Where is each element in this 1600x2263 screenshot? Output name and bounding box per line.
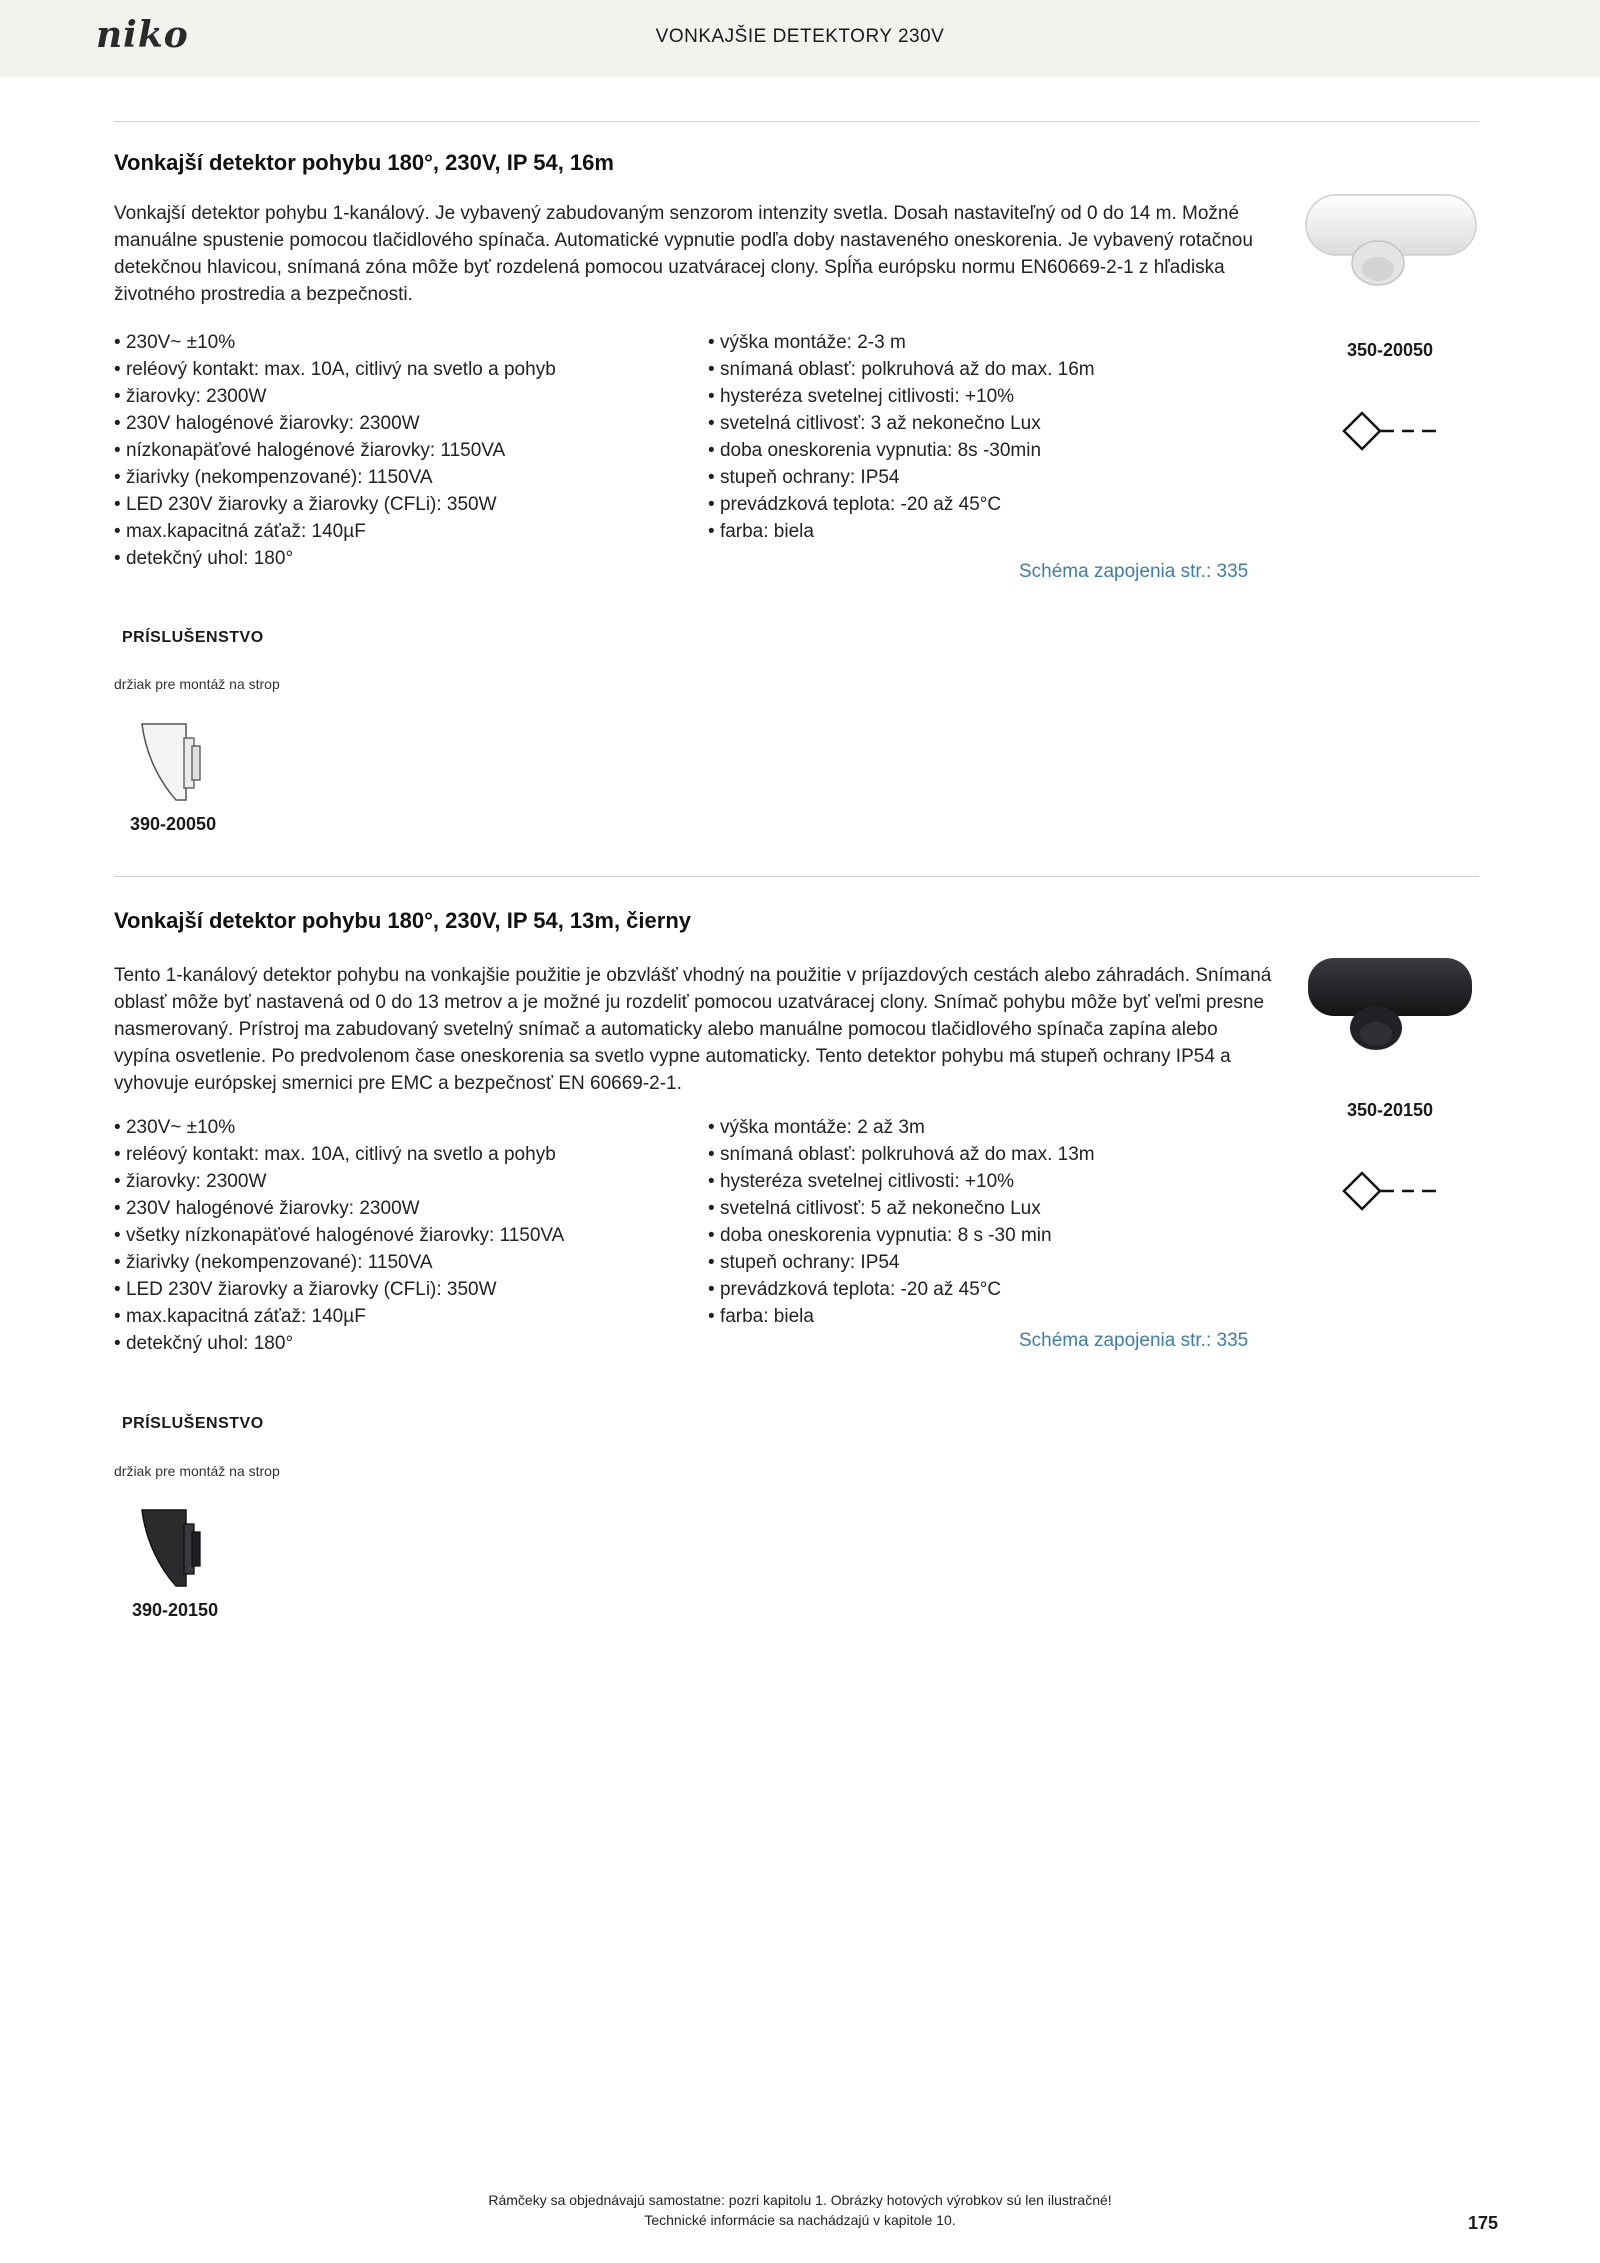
product-code: 350-20150 (1346, 1100, 1434, 1120)
spec-list-right (708, 329, 1095, 545)
list-item: • max.kapacitná záťaž: 140µF (114, 1303, 564, 1330)
header-title: VONKAJŠIE DETEKTORY 230V (655, 26, 945, 47)
list-item: • farba: biela (708, 1303, 1095, 1330)
motion-sensor-symbol-icon (1340, 1170, 1440, 1212)
list-item: • reléový kontakt: max. 10A, citlivý na svetlo a pohyb (114, 356, 556, 383)
list-item: • všetky nízkonapäťové halogénové žiarovky: 1150VA (114, 1222, 564, 1249)
ceiling-bracket-black-icon (136, 1504, 212, 1592)
product-code: 350-20050 (1346, 340, 1434, 360)
page-footer (0, 2190, 1600, 2230)
list-item: • svetelná citlivosť: 3 až nekonečno Lux (708, 410, 1095, 437)
list-item: • LED 230V žiarovky a žiarovky (CFLi): 350W (114, 491, 556, 518)
list-item: • svetelná citlivosť: 5 až nekonečno Lux (708, 1195, 1095, 1222)
product-description: Tento 1-kanálový detektor pohybu na vonkajšie použitie je obzvlášť vhodný na použitie v príjazdových cestách alebo záhradách. Snímaná oblasť môže byť nastavená od 0 do 13 metrov a je možné ju rozdeliť pomocou uzatváracej clony. Snímač pohybu môže byť veľmi presne nasmerovaný. Prístroj ma zabudovaný svetelný snímač a automaticky alebo manuálne pomocou tlačidlového spínača zapína alebo vypína osvetlenie. Po predvolenom čase oneskorenia sa svetlo vypne automaticky. Tento detektor pohybu má stupeň ochrany IP54 a vyhovuje európskej smernici pre EMC a bezpečnosť EN 60669-2-1. (114, 965, 1272, 1094)
list-item: • doba oneskorenia vypnutia: 8s -30min (708, 437, 1095, 464)
list-item: • snímaná oblasť: polkruhová až do max. 16m (708, 356, 1095, 383)
list-item: • reléový kontakt: max. 10A, citlivý na svetlo a pohyb (114, 1141, 564, 1168)
list-item: • výška montáže: 2 až 3m (708, 1114, 1095, 1141)
product-title: Vonkajší detektor pohybu 180°, 230V, IP 54, 16m (114, 150, 614, 175)
wiring-diagram-link[interactable]: Schéma zapojenia str.: 335 (1019, 561, 1249, 582)
list-item: • hysteréza svetelnej citlivosti: +10% (708, 383, 1095, 410)
list-item: • snímaná oblasť: polkruhová až do max. 13m (708, 1141, 1095, 1168)
wiring-diagram-link[interactable]: Schéma zapojenia str.: 335 (1019, 1330, 1249, 1351)
product-description: Vonkajší detektor pohybu 1-kanálový. Je vybavený zabudovaným senzorom intenzity svetla. Dosah nastaviteľný od 0 do 14 m. Možné manuálne spustenie pomocou tlačidlového spínača. Automatické vypnutie podľa doby nastaveného oneskorenia. Je vybavený rotačnou detekčnou hlavicou, snímaná zóna môže byť rozdelená pomocou uzatváracej clony. Spĺňa európsku normu EN60669-2-1 z hľadiska životného prostredia a bezpečnosti. (114, 203, 1253, 305)
list-item: • stupeň ochrany: IP54 (708, 1249, 1095, 1276)
motion-sensor-symbol-icon (1340, 410, 1440, 452)
footer-note: Rámčeky sa objednávajú samostatne: pozri kapitolu 1. Obrázky hotových výrobkov sú len ilustračné! (488, 2192, 1112, 2208)
list-item: • max.kapacitná záťaž: 140µF (114, 518, 556, 545)
list-item: • 230V halogénové žiarovky: 2300W (114, 1195, 564, 1222)
accessories-heading: PRÍSLUŠENSTVO (122, 1415, 264, 1432)
list-item: • detekčný uhol: 180° (114, 1330, 564, 1357)
spec-list-left (114, 1114, 564, 1357)
spec-list-left (114, 329, 556, 572)
page-header (0, 0, 1600, 77)
list-item: • prevádzková teplota: -20 až 45°C (708, 491, 1095, 518)
accessories-heading: PRÍSLUŠENSTVO (122, 629, 264, 646)
list-item: • 230V~ ±10% (114, 329, 556, 356)
accessory-code: 390-20050 (130, 814, 217, 834)
list-item: • výška montáže: 2-3 m (708, 329, 1095, 356)
page-number: 175 (1468, 2213, 1499, 2233)
list-item: • LED 230V žiarovky a žiarovky (CFLi): 350W (114, 1276, 564, 1303)
product-photo-white-detector (1300, 185, 1480, 295)
section-divider (114, 121, 1479, 122)
spec-list-right (708, 1114, 1095, 1330)
list-item: • detekčný uhol: 180° (114, 545, 556, 572)
accessory-name: držiak pre montáž na strop (114, 1463, 280, 1479)
list-item: • žiarovky: 2300W (114, 1168, 564, 1195)
product-title: Vonkajší detektor pohybu 180°, 230V, IP 54, 13m, čierny (114, 908, 691, 933)
list-item: • 230V~ ±10% (114, 1114, 564, 1141)
ceiling-bracket-white-icon (136, 718, 212, 806)
accessory-code: 390-20150 (132, 1600, 219, 1620)
list-item: • prevádzková teplota: -20 až 45°C (708, 1276, 1095, 1303)
accessory-name: držiak pre montáž na strop (114, 676, 280, 692)
product-photo-black-detector (1302, 948, 1478, 1058)
list-item: • 230V halogénové žiarovky: 2300W (114, 410, 556, 437)
list-item: • žiarovky: 2300W (114, 383, 556, 410)
footer-note: Technické informácie sa nachádzajú v kapitole 10. (644, 2212, 956, 2228)
list-item: • farba: biela (708, 518, 1095, 545)
list-item: • doba oneskorenia vypnutia: 8 s -30 min (708, 1222, 1095, 1249)
list-item: • hysteréza svetelnej citlivosti: +10% (708, 1168, 1095, 1195)
list-item: • žiarivky (nekompenzované): 1150VA (114, 464, 556, 491)
niko-logo: niko (96, 14, 189, 56)
list-item: • žiarivky (nekompenzované): 1150VA (114, 1249, 564, 1276)
list-item: • stupeň ochrany: IP54 (708, 464, 1095, 491)
list-item: • nízkonapäťové halogénové žiarovky: 1150VA (114, 437, 556, 464)
section-divider (114, 876, 1479, 877)
